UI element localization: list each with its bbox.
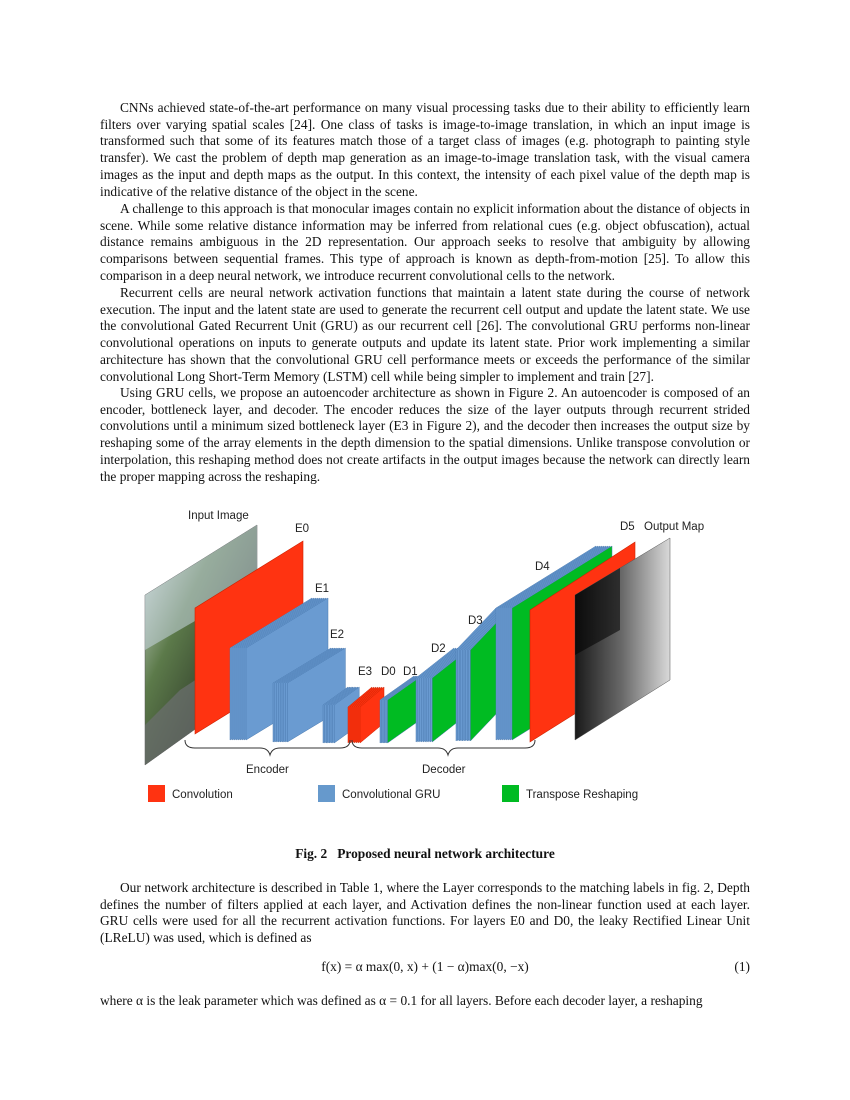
label-d1: D1	[403, 666, 418, 678]
caption-text: Proposed neural network architecture	[337, 846, 555, 861]
paragraph-after-figure: Our network architecture is described in Table 1, where the Layer corresponds to the matching labels in fig. 2, Depth defines the number of filters applied at each layer, and Activation defines the non-linear function used at each layer. GRU cells were used for all the recurrent activation functions. For layers E0 and D0, the leaky Rectified Linear Unit (LReLU) was used, which is defined as	[100, 880, 750, 946]
label-output-map: Output Map	[644, 521, 705, 533]
label-decoder: Decoder	[422, 764, 466, 776]
label-d2: D2	[431, 643, 446, 655]
architecture-figure	[140, 500, 710, 810]
label-e3: E3	[358, 666, 373, 678]
legend-swatch-reshape	[502, 785, 519, 802]
paragraph-4: Using GRU cells, we propose an autoencoder architecture as shown in Figure 2. An autoencoder is composed of an encoder, bottleneck layer, and decoder. The encoder reduces the size of the layer outputs through recurrent strided convolutions until a minimum sized bottleneck layer (E3 in Figure 2), and the decoder then increases the output size by reshaping some of the array elements in the depth dimension to the spatial dimensions. Unlike transpose convolution or interpolation, this reshaping method does not create artifacts in the output images because the network can directly learn the proper mapping across the reshaping.	[100, 385, 750, 484]
legend-swatch-convolution	[148, 785, 165, 802]
label-e2: E2	[330, 629, 345, 641]
label-e0: E0	[295, 523, 310, 535]
legend-swatch-gru	[318, 785, 335, 802]
equation-1	[100, 959, 750, 977]
label-d4: D4	[535, 561, 550, 573]
paragraph-final: where α is the leak parameter which was defined as α = 0.1 for all layers. Before each decoder layer, a reshaping	[100, 993, 703, 1008]
label-encoder: Encoder	[246, 764, 289, 776]
legend	[148, 785, 638, 802]
legend-label-gru: Convolutional GRU	[342, 789, 441, 801]
label-d3: D3	[468, 615, 483, 627]
legend-label-reshape: Transpose Reshaping	[526, 789, 639, 801]
figure-caption	[100, 846, 750, 862]
layer-d1	[380, 676, 422, 743]
paragraph-1: CNNs achieved state-of-the-art performance on many visual processing tasks due to their ability to efficiently learn filters over varying spatial scales [24]. One class of tasks is image-to-image translation, in which an input image is transformed such that some of its features match those of a target class of images (e.g. photograph to painting style transfer). We cast the problem of depth map generation as an image-to-image translation task, with the visual camera images as the input and depth maps as the output. In this context, the intensity of each pixel value of the depth map is indicative of the relative distance of the object in the scene.	[100, 100, 750, 199]
paragraph-3: Recurrent cells are neural network activation functions that maintain a latent state during the course of network execution. The input and the latent state are used to generate the recurrent cell output and update the latent state. We use the convolutional Gated Recurrent Unit (GRU) as our recurrent cell [26]. The convolutional GRU performs non-linear convolutional operations on inputs to generate outputs and update its latent state. Prior work implementing a similar architecture has shown that the convolutional GRU cell performance meets or exceeds the performance of the similar convolutional Long Short-Term Memory (LSTM) cell while being simpler to implement and train [27].	[100, 285, 750, 384]
decoder-brace	[352, 740, 535, 755]
label-input-image: Input Image	[188, 510, 249, 522]
label-d5: D5	[620, 521, 635, 533]
equation-number: (1)	[734, 959, 750, 974]
caption-number: Fig. 2	[295, 846, 328, 861]
paragraph-2: A challenge to this approach is that monocular images contain no explicit information about the distance of objects in scene. While some relative distance information may be inferred from relational cues (e.g. object obfuscation), actual distance remains ambiguous in the 2D representation. Our approach seeks to resolve that ambiguity by allowing comparisons between sequential frames. This type of approach is known as depth-from-motion [25]. To allow this comparison in a deep neural network, we introduce recurrent convolutional cells to the network.	[100, 201, 750, 283]
label-d0: D0	[381, 666, 396, 678]
label-e1: E1	[315, 583, 330, 595]
equation-body: f(x) = α max(0, x) + (1 − α)max(0, −x)	[321, 959, 529, 974]
legend-label-convolution: Convolution	[172, 789, 233, 801]
